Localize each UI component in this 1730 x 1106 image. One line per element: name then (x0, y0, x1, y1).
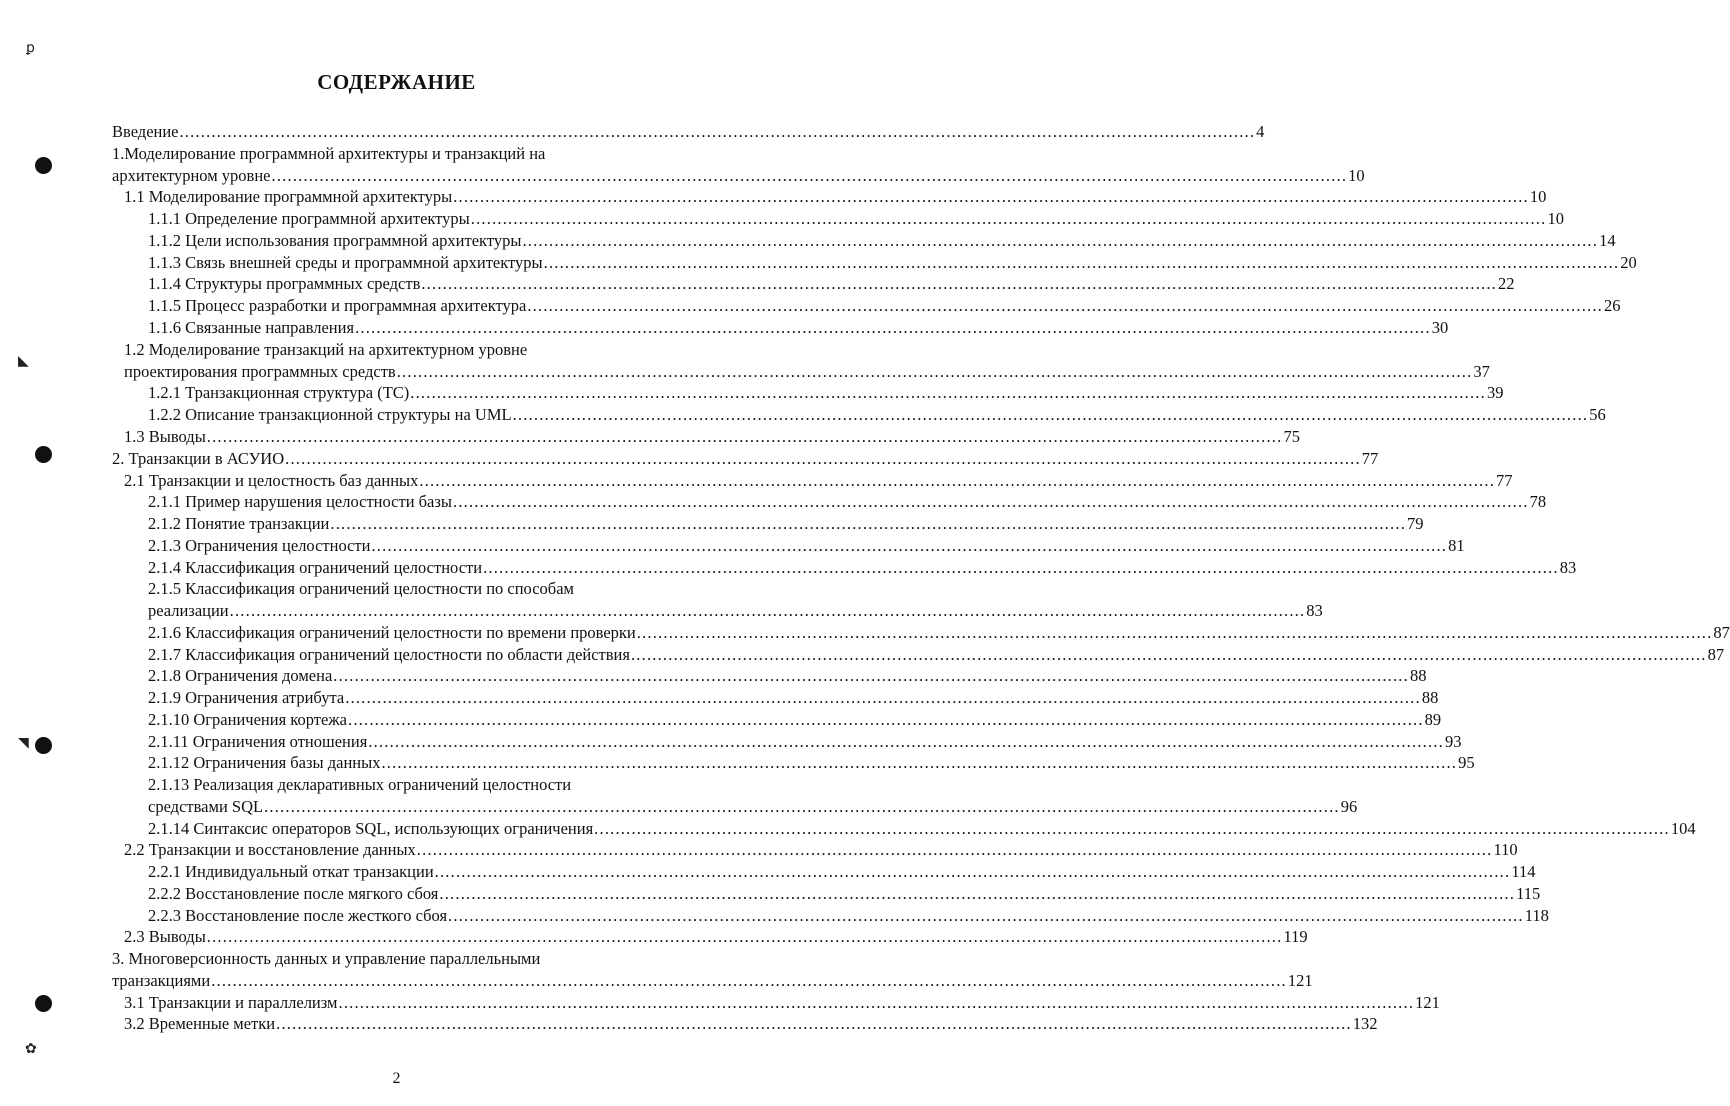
toc-entry-title: транзакциями (112, 971, 211, 990)
dot-leader: .......................................................................................................................................................................................................... (527, 296, 1603, 315)
toc-entry-page: 26 (1604, 296, 1621, 315)
toc-entry-title: 2.1.7 Классификация ограничений целостности по области действия (148, 645, 630, 664)
toc-entry-title: реализации (148, 601, 229, 620)
toc-entry-page: 96 (1340, 797, 1358, 816)
binder-hole-1 (35, 157, 52, 174)
toc-entry-title: 2.2.2 Восстановление после мягкого сбоя (148, 884, 439, 903)
dot-leader: .......................................................................................................................................................................................................... (453, 187, 1529, 206)
dot-leader: .......................................................................................................................................................................................................... (355, 318, 1431, 337)
toc-entry[interactable] (148, 731, 1462, 753)
toc-entry-title: 2.1.6 Классификация ограничений целостности по времени проверки (148, 623, 636, 642)
dot-leader: .......................................................................................................................................................................................................... (470, 209, 1547, 228)
toc-entry[interactable] (124, 839, 1518, 861)
dot-leader: .......................................................................................................................................................................................................... (630, 645, 1707, 664)
toc-entry-page: 119 (1283, 927, 1308, 946)
dot-leader: .......................................................................................................................................................................................................... (483, 558, 1559, 577)
toc-entry-title[interactable]: 1.Моделирование программной архитектуры и транзакций на (112, 144, 546, 163)
toc-entry-title: 1.1 Моделирование программной архитектуры (124, 187, 453, 206)
toc-entry-page: 10 (1348, 166, 1365, 185)
binder-hole-2 (35, 446, 52, 463)
toc-entry-title[interactable]: 1.2 Моделирование транзакций на архитектурном уровне (124, 340, 528, 359)
toc-entry-page: 83 (1559, 558, 1577, 577)
toc-entry-title: 1.1.6 Связанные направления (148, 318, 355, 337)
scan-mark-1: ꝑ (26, 41, 35, 56)
toc-entry[interactable] (148, 252, 1637, 274)
toc-entry-page: 87 (1707, 645, 1725, 664)
dot-leader: .......................................................................................................................................................................................................... (419, 471, 1496, 490)
toc-entry[interactable] (148, 687, 1439, 709)
toc-entry-page: 121 (1415, 993, 1440, 1012)
toc-entry-page: 10 (1529, 187, 1547, 206)
toc-entry-title: 2.1.10 Ограничения кортежа (148, 710, 348, 729)
dot-leader: .......................................................................................................................................................................................................... (179, 122, 1256, 141)
toc-entry-title: 2.2 Транзакции и восстановление данных (124, 840, 416, 859)
dot-leader: .......................................................................................................................................................................................................... (348, 710, 1424, 729)
dot-leader: .......................................................................................................................................................................................................... (206, 927, 1283, 946)
dot-leader: .......................................................................................................................................................................................................... (439, 884, 1516, 903)
dot-leader: .......................................................................................................................................................................................................... (345, 688, 1421, 707)
dot-leader: .......................................................................................................................................................................................................... (271, 166, 1348, 185)
toc-entry-title: 2.3 Выводы (124, 927, 206, 946)
toc-entry-title: 2.1.12 Ограничения базы данных (148, 753, 381, 772)
toc-entry-page: 75 (1283, 427, 1300, 446)
toc-entry-title: проектирования программных средств (124, 362, 396, 381)
toc-entry-title: 2.1.9 Ограничения атрибута (148, 688, 345, 707)
toc-entry[interactable] (148, 883, 1541, 905)
toc-entry-title: Введение (112, 122, 179, 141)
toc-entry-page: 93 (1444, 732, 1462, 751)
toc-entry[interactable] (148, 905, 1549, 927)
toc-entry-title: 2.2.3 Восстановление после жесткого сбоя (148, 906, 448, 925)
toc-entry[interactable] (124, 426, 1300, 448)
toc-entry[interactable] (148, 382, 1504, 404)
toc-entry[interactable] (112, 165, 1365, 187)
dot-leader: .......................................................................................................................................................................................................... (276, 1014, 1352, 1033)
toc-entry-page: 10 (1547, 209, 1564, 228)
toc-entry[interactable] (148, 600, 1323, 622)
dot-leader: .......................................................................................................................................................................................................... (330, 514, 1407, 533)
toc-entry[interactable] (148, 622, 1730, 644)
toc-entry[interactable] (124, 186, 1547, 208)
dot-leader: .......................................................................................................................................................................................................... (333, 666, 1409, 685)
toc-entry[interactable] (124, 470, 1513, 492)
toc-entry-title: 2.1.4 Классификация ограничений целостности (148, 558, 483, 577)
toc-entry[interactable] (148, 861, 1536, 883)
toc-entry-page: 132 (1352, 1014, 1378, 1033)
toc-entry[interactable] (148, 665, 1427, 687)
toc-entry-title: 1.1.5 Процесс разработки и программная архитектура (148, 296, 527, 315)
toc-entry[interactable] (148, 317, 1449, 339)
toc-entry-title: 1.2.2 Описание транзакционной структуры на UML (148, 405, 512, 424)
toc-entry[interactable] (148, 295, 1621, 317)
dot-leader: .......................................................................................................................................................................................................... (416, 840, 1493, 859)
dot-leader: .......................................................................................................................................................................................................... (512, 405, 1589, 424)
dot-leader: .......................................................................................................................................................................................................... (453, 492, 1529, 511)
toc-entry-page: 37 (1473, 362, 1490, 381)
toc-entry[interactable] (148, 513, 1424, 535)
dot-leader: .......................................................................................................................................................................................................... (206, 427, 1283, 446)
toc-entry-page: 77 (1361, 449, 1379, 468)
toc-entry-page: 89 (1424, 710, 1442, 729)
toc-entry[interactable] (148, 273, 1515, 295)
page-number: 2 (392, 1070, 401, 1087)
scan-mark-2: ◣ (18, 354, 29, 369)
toc-entry-title[interactable]: 3. Многоверсионность данных и управление параллельными (112, 949, 541, 968)
toc-entry[interactable] (124, 361, 1490, 383)
dot-leader: .......................................................................................................................................................................................................... (338, 993, 1415, 1012)
toc-entry-page: 30 (1431, 318, 1449, 337)
toc-entry-page: 22 (1498, 274, 1515, 293)
toc-entry-title: 2.1.2 Понятие транзакции (148, 514, 330, 533)
toc-entry-page: 121 (1287, 971, 1313, 990)
binder-hole-4 (35, 995, 52, 1012)
toc-entry[interactable] (112, 121, 1265, 143)
dot-leader: .......................................................................................................................................................................................................... (285, 449, 1361, 468)
toc-entry[interactable] (112, 970, 1313, 992)
toc-entry[interactable] (148, 491, 1547, 513)
dot-leader: .......................................................................................................................................................................................................... (522, 231, 1599, 250)
toc-entry-page: 88 (1409, 666, 1427, 685)
toc-entry-page: 4 (1256, 122, 1265, 141)
dot-leader: .......................................................................................................................................................................................................... (448, 906, 1524, 925)
toc-entry-title: 1.3 Выводы (124, 427, 206, 446)
toc-entry-page: 20 (1620, 253, 1637, 272)
toc-entry-title: 1.2.1 Транзакционная структура (ТС) (148, 383, 410, 402)
toc-entry[interactable] (148, 796, 1358, 818)
toc-entry-page: 83 (1306, 601, 1323, 620)
toc-entry-page: 114 (1511, 862, 1536, 881)
toc-entry-title: 3.2 Временные метки (124, 1014, 276, 1033)
toc-entry-page: 56 (1589, 405, 1606, 424)
toc-entry-page: 104 (1670, 819, 1696, 838)
page-title: СОДЕРЖАНИЕ (317, 70, 476, 94)
dot-leader: .......................................................................................................................................................................................................... (381, 753, 1458, 772)
toc-entry[interactable] (124, 926, 1308, 948)
toc-entry[interactable] (148, 709, 1442, 731)
toc-entry[interactable] (124, 992, 1440, 1014)
dot-leader: .......................................................................................................................................................................................................... (211, 971, 1287, 990)
toc-entry-title: 2.1.11 Ограничения отношения (148, 732, 368, 751)
scan-mark-4: ✿ (25, 1042, 37, 1057)
binder-hole-3 (35, 737, 52, 754)
dot-leader: .......................................................................................................................................................................................................... (368, 732, 1444, 751)
toc-entry-page: 115 (1516, 884, 1541, 903)
toc-entry-page: 14 (1599, 231, 1616, 250)
toc-entry[interactable] (148, 557, 1577, 579)
toc-entry-page: 118 (1524, 906, 1549, 925)
dot-leader: .......................................................................................................................................................................................................... (396, 362, 1473, 381)
toc-entry-title: 2. Транзакции в АСУИО (112, 449, 285, 468)
toc-entry[interactable] (148, 230, 1616, 252)
dot-leader: .......................................................................................................................................................................................................... (410, 383, 1486, 402)
dot-leader: .......................................................................................................................................................................................................... (421, 274, 1498, 293)
dot-leader: .......................................................................................................................................................................................................... (594, 819, 1670, 838)
toc-entry-title: 2.1 Транзакции и целостность баз данных (124, 471, 419, 490)
toc-entry-title: 2.1.3 Ограничения целостности (148, 536, 371, 555)
toc-entry-page: 77 (1496, 471, 1513, 490)
toc-entry[interactable] (148, 644, 1725, 666)
toc-entry-page: 110 (1493, 840, 1518, 859)
toc-entry-title: архитектурном уровне (112, 166, 271, 185)
toc-entry-title[interactable]: 2.1.5 Классификация ограничений целостности по способам (148, 579, 574, 598)
toc-entry-title: 3.1 Транзакции и параллелизм (124, 993, 338, 1012)
toc-entry[interactable] (148, 404, 1606, 426)
scan-mark-3: ◥ (18, 736, 29, 751)
toc-entry-title: 1.1.1 Определение программной архитектуры (148, 209, 470, 228)
toc-entry-page: 95 (1458, 753, 1475, 772)
toc-entry-title: 2.1.8 Ограничения домена (148, 666, 333, 685)
dot-leader: .......................................................................................................................................................................................................... (264, 797, 1340, 816)
toc-entry-title: 1.1.2 Цели использования программной архитектуры (148, 231, 522, 250)
dot-leader: .......................................................................................................................................................................................................... (229, 601, 1306, 620)
dot-leader: .......................................................................................................................................................................................................... (636, 623, 1713, 642)
toc-entry-page: 78 (1529, 492, 1547, 511)
toc-entry[interactable] (124, 1013, 1378, 1035)
toc-entry-page: 87 (1713, 623, 1730, 642)
toc-entry[interactable] (148, 208, 1564, 230)
toc-entry[interactable] (148, 818, 1696, 840)
toc-entry-page: 81 (1448, 536, 1465, 555)
toc-entry[interactable] (148, 752, 1475, 774)
toc-entry-title[interactable]: 2.1.13 Реализация декларативных ограничений целостности (148, 775, 572, 794)
toc-entry-page: 79 (1407, 514, 1424, 533)
toc-entry-title: 2.1.1 Пример нарушения целостности базы (148, 492, 452, 511)
dot-leader: .......................................................................................................................................................................................................... (543, 253, 1620, 272)
toc-entry-title: средствами SQL (148, 797, 264, 816)
toc-entry[interactable] (112, 448, 1379, 470)
toc-entry-page: 39 (1486, 383, 1504, 402)
toc-entry-title: 2.1.14 Синтаксис операторов SQL, использующих ограничения (148, 819, 594, 838)
dot-leader: .......................................................................................................................................................................................................... (371, 536, 1448, 555)
toc-entry-title: 1.1.4 Структуры программных средств (148, 274, 421, 293)
toc-entry-title: 2.2.1 Индивидуальный откат транзакции (148, 862, 434, 881)
toc-entry[interactable] (148, 535, 1465, 557)
toc-entry-title: 1.1.3 Связь внешней среды и программной архитектуры (148, 253, 543, 272)
dot-leader: .......................................................................................................................................................................................................... (434, 862, 1511, 881)
toc-entry-page: 88 (1421, 688, 1439, 707)
